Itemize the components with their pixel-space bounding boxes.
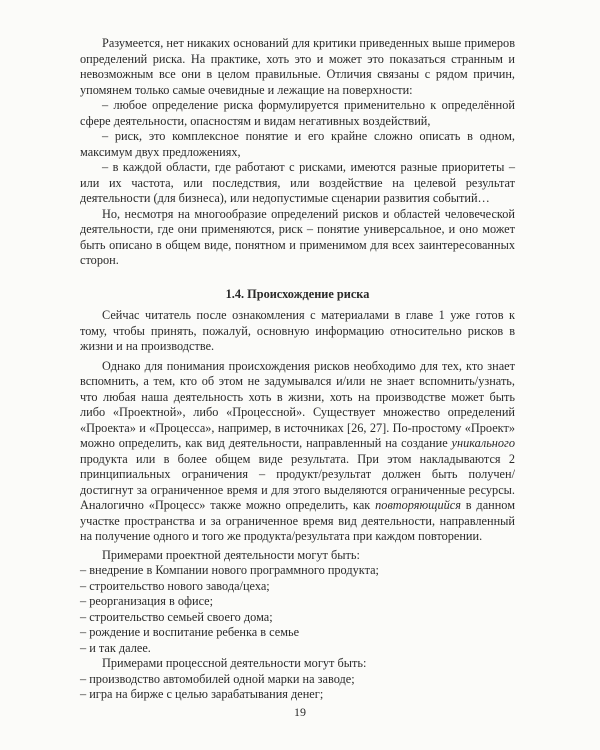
- process-example-item: – производство автомобилей одной марки на заводе;: [80, 671, 355, 686]
- emphasis-unique: уникального: [451, 436, 515, 450]
- project-example-item: – и так далее.: [80, 640, 151, 655]
- page-body: [80, 36, 515, 703]
- emphasis-repeating: повторяющийся: [375, 498, 461, 512]
- project-examples-lead: Примерами проектной деятельности могут быть:: [102, 547, 360, 562]
- section-heading: 1.4. Происхождение риска: [225, 286, 370, 301]
- text-run: продукта или в более общем виде результата. При этом накладываются 2 принципиальных ограничения – продукт/результат должен быть получен/достигнут за ограниченное время и для этого выделяются ограниченные ресурсы. Аналогично «Процесс» также можно определить, как: [80, 451, 515, 512]
- page-number: 19: [294, 705, 306, 719]
- intro-bullet: – в каждой области, где работают с рисками, имеются разные приоритеты – или их частота, или последствия, или воздействие на целевой результат деятельности (для бизнеса), или недопустимые сценарии развития событий…: [80, 160, 515, 205]
- process-example-item: – игра на бирже с целью зарабатывания денег;: [80, 687, 324, 701]
- project-example-item: – рождение и воспитание ребенка в семье: [80, 625, 300, 639]
- text-run: в данном участке пространства и за ограниченное время вид деятельности, направленный на получение одного и того же продукта/результата при каждом повторении.: [80, 498, 516, 543]
- project-example-item: – строительство нового завода/цеха;: [80, 578, 270, 593]
- process-examples-lead: Примерами процессной деятельности могут быть:: [102, 656, 367, 670]
- intro-conclusion: Но, несмотря на многообразие определений рисков и областей человеческой деятельности, где они применяются, риск – понятие универсальное, и оно может быть описано в общем виде, понятном и применимом для всех заинтересованных сторон.: [80, 206, 515, 267]
- intro-bullet: – любое определение риска формулируется применительно к определённой сфере деятельности, опасностям и видам негативных воздействий,: [80, 98, 515, 128]
- intro-paragraph: Разумеется, нет никаких оснований для критики приведенных выше примеров определений риска. На практике, хоть это и может это показаться странным и невозможным все они в целом правильные. Отличия связаны с рядом причин, упомянем только самые очевидные и лежащие на поверхности:: [80, 36, 515, 97]
- intro-bullet: – риск, это комплексное понятие и его крайне сложно описать в одном, максимум двух предложениях,: [80, 129, 515, 159]
- project-example-item: – строительство семьей своего дома;: [80, 609, 273, 624]
- project-example-item: – внедрение в Компании нового программного продукта;: [80, 563, 379, 577]
- text-run: Однако для понимания происхождения рисков необходимо для тех, кто знает вспомнить, а тем, кто об этом не задумывался и/или не знает вспомнить/узнать, что любая наша деятельность хоть в жизни, хоть на производстве может быть либо «Проектной», либо «Процессной». Существует множество определений «Проекта» и «Процесса», например, в источниках [26, 27]. По-простому «Проект» можно определить, как вид деятельности, направленный на создание: [80, 358, 515, 450]
- section-paragraph-definitions: [80, 359, 515, 545]
- section-paragraph: Сейчас читатель после ознакомления с материалами в главе 1 уже готов к тому, чтобы принять, пожалуй, основную информацию относительно рисков в жизни и на производстве.: [80, 308, 515, 353]
- project-example-item: – реорганизация в офисе;: [80, 594, 214, 608]
